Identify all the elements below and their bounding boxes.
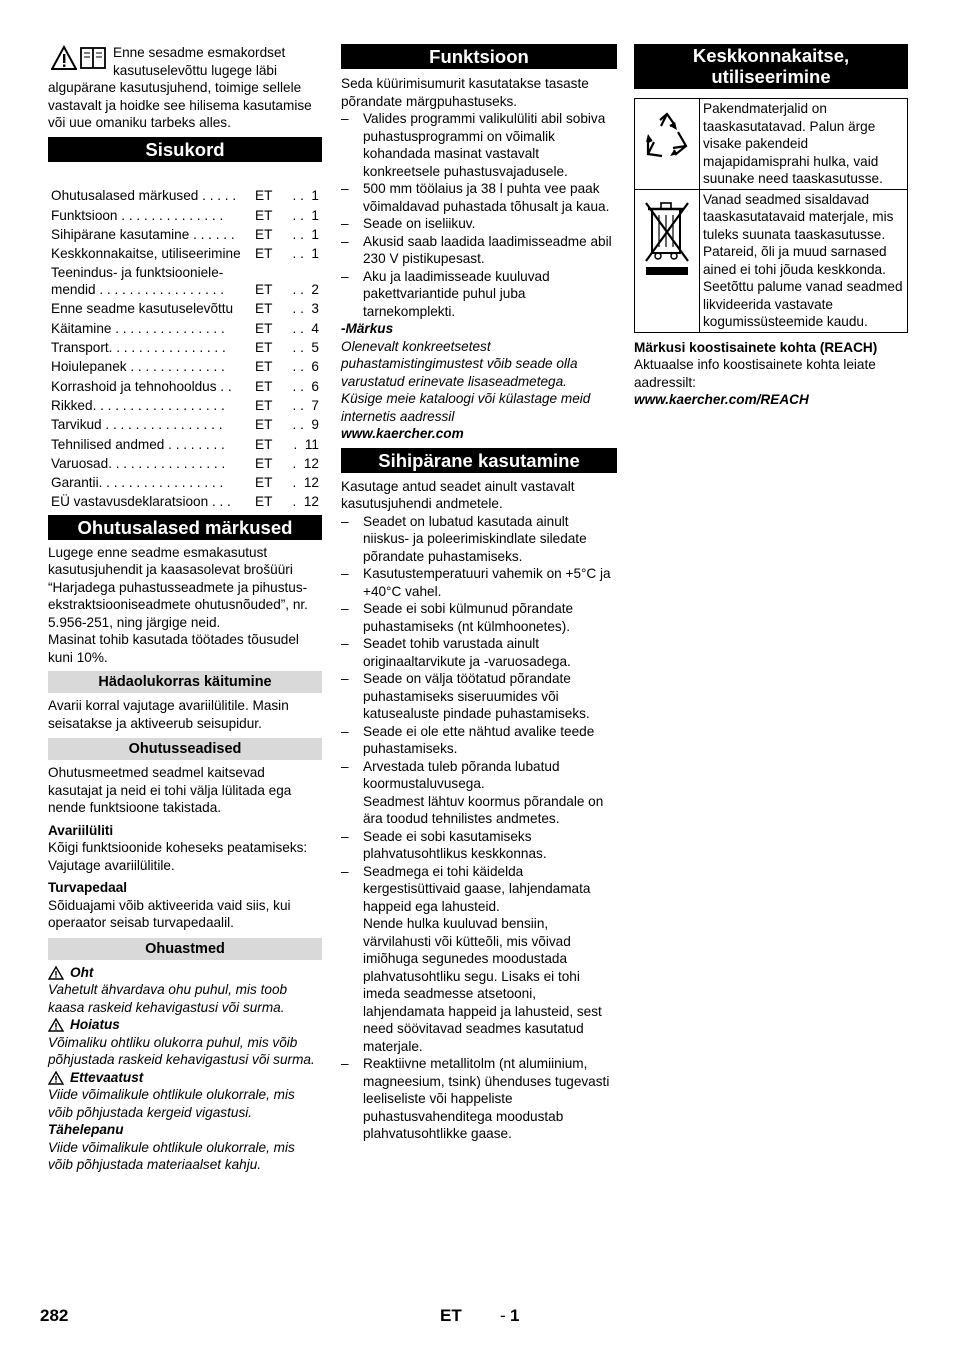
toc-row[interactable] <box>51 395 319 414</box>
toc-entry-language: ET <box>255 320 273 336</box>
toc-entry-language: ET <box>255 417 273 433</box>
toc-entry-page: . . 7 <box>292 397 319 413</box>
safety-pedal-label: Turvapedaal <box>48 880 128 896</box>
footer-language: ET <box>440 1306 462 1325</box>
caution-label: Ettevaatust <box>70 1069 144 1085</box>
list-item: – Seade ei ole ette nähtud avalike teede puhastamiseks. <box>341 723 617 758</box>
reach-paragraph: Aktuaalse info koostisainete kohta leiate aadressilt: <box>634 357 876 390</box>
caution-label-row <box>48 1069 322 1087</box>
toc-entry-language: ET <box>255 301 273 317</box>
function-paragraph: Seda küürimisumurit kasutatakse tasaste põrandate märgpuhastuseks. <box>341 76 589 109</box>
list-item: – Seadet tohib varustada ainult originaaltarvikute ja -varuosadega. <box>341 635 617 670</box>
toc-entry-name <box>51 207 255 225</box>
footer-sub-page: 1 <box>510 1306 520 1325</box>
toc-entry-page: . . 1 <box>292 246 319 262</box>
hazard-levels-heading: Ohuastmed <box>48 938 322 960</box>
toc-row[interactable] <box>51 472 319 491</box>
weee-bin-icon-cell <box>635 189 700 332</box>
toc-entry-title: EÜ vastavusdeklaratsioon <box>51 494 209 510</box>
list-item: – 500 mm töölaius ja 38 l puhta vee paak võimaldavad puhastada tõhusalt ja kaua. <box>341 180 617 215</box>
function-heading: Funktsioon <box>341 44 617 69</box>
reach-heading: Märkusi koostisainete kohta (REACH) <box>634 339 878 355</box>
list-item: – Akusid saab laadida laadimisseadme abil 230 V pistikupesast. <box>341 233 617 268</box>
toc-entry-title: Sihipärane kasutamine <box>51 226 190 242</box>
toc-entry-dots: . . . . . . . . . . . . . . . . . <box>98 475 224 491</box>
toc-entry-language: ET <box>255 359 273 375</box>
list-item-subtext: Nende hulka kuuluvad bensiin, värvilahusti või kütteõli, mis võivad imiõhuga segunedes moodustada plahvatusohtliku segu. Lisaks ei tohi imeda seadmesse atsetooni, lahjendamata happeid ja lahusteid, sest need söövitavad seadmes kasutatud materjale. <box>363 916 602 1054</box>
toc-row[interactable] <box>51 243 319 262</box>
toc-entry-title: Garantii <box>51 475 99 491</box>
toc-entry-page: . 12 <box>292 455 319 471</box>
toc-entry-dots: . . . . . . . . . . . . . . <box>117 207 224 223</box>
toc-entry-language: ET <box>255 378 273 394</box>
toc-entry-title: Käitamine <box>51 320 112 336</box>
toc-entry-name <box>51 455 255 473</box>
toc-entry-language: ET <box>255 226 273 242</box>
list-item: – Seade ei sobi kasutamiseks plahvatusohtlikus keskkonnas. <box>341 828 617 863</box>
intro-block <box>48 44 322 132</box>
list-item: – Valides programmi valikulüliti abil sobiva puhastusprogrammi on võimalik kohandada masinat vastavalt konkreetsele puhastusvajadusele. <box>341 110 617 180</box>
intro-text: Enne sesadme esmakordset kasutuselevõttu lugege läbi algupärane kasutusjuhend, toimige sellele vastavalt ja hoidke see hilisema kasutamise või uue omaniku tarbeks alles. <box>48 45 312 130</box>
toc-entry-page: . . 9 <box>292 417 319 433</box>
toc-entry-title: Varuosad <box>51 455 109 471</box>
warning-triangle-icon <box>48 1018 64 1032</box>
toc-entry-title: Transport <box>51 340 109 356</box>
toc-entry-dots: . . . . . . . . . . . . . . . . <box>108 455 226 471</box>
note-text-1: Olenevalt konkreetsetest puhastamistingimustest võib seade olla varustatud erinevate lisaseadmetega. <box>341 338 578 389</box>
toc-entry-page: . . 3 <box>292 301 319 317</box>
note-url-link[interactable]: www.kaercher.com <box>341 426 464 441</box>
toc-entry-title: Keskkonnakaitse, utiliseerimine <box>51 246 241 262</box>
list-item-text: Arvestada tuleb põranda lubatud koormustaluvusega. <box>363 758 560 791</box>
toc-entry-page: . . 5 <box>292 340 319 356</box>
intro-icons <box>51 44 107 72</box>
notice-label: Tähelepanu <box>48 1122 124 1138</box>
toc-entry-name <box>51 320 255 338</box>
toc-entry-page: . . 6 <box>292 378 319 394</box>
list-item-subtext: Seadmest lähtuv koormus põrandale on ära toodud tehnilistes andmetes. <box>363 793 604 826</box>
list-item <box>341 863 617 1056</box>
toc-entry-language: ET <box>255 436 273 452</box>
reach-url-link[interactable]: www.kaercher.com/REACH <box>634 392 809 407</box>
list-item: – Kasutustemperatuuri vahemik on +5°C ja +40°C vahel. <box>341 565 617 600</box>
list-item: – Reaktiivne metallitolm (nt alumiinium, magneesium, tsink) ühenduses tugevasti leeliseliste või happeliste puhastusvahenditega moodustab plahvatusohtlikke gaase. <box>341 1055 617 1143</box>
toc-entry-page: . . 1 <box>292 188 319 204</box>
toc-entry-name <box>51 416 255 434</box>
toc-row[interactable] <box>51 492 319 511</box>
toc-entry-name <box>51 358 255 376</box>
footer-dash: - <box>500 1306 506 1325</box>
emergency-stop-paragraph: Kõigi funktsioonide koheseks peatamiseks: Vajutage avariilülitile. <box>48 840 308 873</box>
toc-entry-page: . . 1 <box>292 226 319 242</box>
column-middle <box>341 44 617 1143</box>
toc-entry-language: ET <box>255 246 273 262</box>
toc-entry-title: Enne seadme kasutuselevõttu <box>51 301 234 317</box>
toc-entry-dots: . . . . . . . . . . . . . . . . <box>108 340 226 356</box>
toc-entry-dots: . . . <box>208 494 231 510</box>
toc-entry-language: ET <box>255 455 273 471</box>
toc-entry-dots: . . . . . . . . . . . . . <box>126 359 225 375</box>
column-left <box>48 44 322 1174</box>
warning-label: Hoiatus <box>70 1017 120 1033</box>
danger-label-row <box>48 964 322 982</box>
toc-entry-name <box>51 339 255 357</box>
emergency-paragraph: Avarii korral vajutage avariilülitile. Masin seisatakse ja aktiveerub seisupidur. <box>48 698 289 731</box>
intended-use-paragraph: Kasutage antud seadet ainult vastavalt kasutusjuhendi andmetele. <box>341 478 575 511</box>
toc-entry-language: ET <box>255 282 273 298</box>
toc-entry-language: ET <box>255 397 273 413</box>
page-number: 282 <box>40 1306 69 1325</box>
note-label: -Märkus <box>341 321 394 336</box>
toc-entry-page: . 12 <box>292 494 319 510</box>
toc-heading: Sisukord <box>48 137 322 162</box>
safety-paragraph-1: Lugege enne seadme esmakasutust kasutusjuhendit ja kaasasolevat brošüüri “Harjadega puhastusseadmete ja pihustus-ekstraktsiooniseadmete ohutusnõuded”, nr. 5.956-251, ning järgige neid. <box>48 544 308 630</box>
toc-entry-page: . . 1 <box>292 207 319 223</box>
toc-row[interactable] <box>51 453 319 472</box>
toc-entry-name <box>51 264 255 299</box>
intended-use-heading: Sihipärane kasutamine <box>341 448 617 473</box>
toc-entry-title: Korrashoid ja tehnohooldus <box>51 378 217 394</box>
list-item-text: Seadmega ei tohi käidelda kergestisüttivaid gaase, lahjendamata happeid ega lahusteid. <box>363 863 591 914</box>
toc-entry-language: ET <box>255 188 273 204</box>
list-item: – Seade on iseliikuv. <box>341 215 617 233</box>
safety-paragraph-2: Masinat tohib kasutada töötades tõusudel kuni 10%. <box>48 632 299 665</box>
warning-triangle-icon <box>48 966 64 980</box>
list-item: – Seade on välja töötatud põrandate puhastamiseks siseruumides või katusealuste pindade puhastamiseks. <box>341 670 617 723</box>
caution-text: Viide võimalikule ohtlikule olukorrale, mis võib põhjustada kergeid vigastusi. <box>48 1087 295 1120</box>
packaging-recycling-text: Pakendmaterjalid on taaskasutatavad. Palun ärge visake pakendeid majapidamisprahi hulka, vaid suunake need taaskasutusse. <box>700 99 908 190</box>
toc-entry-dots: . . . . . <box>198 188 237 204</box>
warning-text: Võimaliku ohtliku olukorra puhul, mis võib põhjustada raskeid kehavigastusi või surma. <box>48 1034 315 1068</box>
emergency-heading: Hädaolukorras käitumine <box>48 671 322 693</box>
toc-entry-language: ET <box>255 494 273 510</box>
environment-table <box>634 98 908 333</box>
list-item: – Aku ja laadimisseade kuuluvad pakettvariantide puhul juba tarnekomplekti. <box>341 268 617 321</box>
toc-entry-name <box>51 187 255 205</box>
toc-entry-dots: . . . . . . . . <box>164 436 225 452</box>
toc-entry-page: . 11 <box>293 436 319 452</box>
danger-text: Vahetult ähvardava ohu puhul, mis toob kaasa raskeid kehavigastusi või surma. <box>48 982 288 1015</box>
table-row <box>635 99 908 190</box>
toc-entry-page: . . 4 <box>292 320 319 336</box>
recycling-icon <box>640 110 694 164</box>
toc-entry-dots: . . . . . . <box>189 226 235 242</box>
warning-triangle-icon <box>48 1071 64 1085</box>
toc-row[interactable] <box>51 299 319 318</box>
toc-entry-name <box>51 397 255 415</box>
toc-entry-dots: . . <box>216 378 232 394</box>
toc-entry-name <box>51 474 255 492</box>
toc-entry-dots: . . . . . . . . . . . . . . . . . <box>95 282 225 298</box>
toc-entry-name <box>51 245 255 263</box>
table-of-contents <box>51 186 319 511</box>
list-item: – Seade ei sobi külmunud põrandate puhastamiseks (nt külmhoonetes). <box>341 600 617 635</box>
safety-devices-heading: Ohutusseadised <box>48 738 322 760</box>
toc-row[interactable] <box>51 318 319 337</box>
danger-label: Oht <box>70 964 94 980</box>
column-right <box>634 44 908 409</box>
list-item: – Seadet on lubatud kasutada ainult niiskus- ja poleerimiskindlate siledate põrandate puhastamiseks. <box>341 513 617 566</box>
toc-entry-dots: . . . . . . . . . . . . . . . . <box>101 417 223 433</box>
toc-entry-name <box>51 493 255 511</box>
list-item <box>341 758 617 828</box>
environment-heading: Keskkonnakaitse, utiliseerimine <box>634 44 908 89</box>
toc-row[interactable] <box>51 414 319 433</box>
toc-entry-language: ET <box>255 475 273 491</box>
safety-heading: Ohutusalased märkused <box>48 515 322 540</box>
toc-entry-title: Ohutusalased märkused <box>51 188 199 204</box>
toc-entry-page: . . 6 <box>292 359 319 375</box>
toc-row[interactable] <box>51 263 319 299</box>
safety-devices-paragraph: Ohutusmeetmed seadmel kaitsevad kasutajat ja neid ei tohi välja lülitada ega nende funktsioone takistada. <box>48 765 292 816</box>
emergency-stop-label: Avariilüliti <box>48 822 114 838</box>
note-text-2: Küsige meie kataloogi või külastage meid internetis aadressil <box>341 391 591 424</box>
toc-entry-title: Tehnilised andmed <box>51 436 165 452</box>
warning-label-row <box>48 1016 322 1034</box>
toc-entry-title: Rikked <box>51 397 93 413</box>
toc-entry-name <box>51 300 255 318</box>
toc-entry-name <box>51 436 255 454</box>
toc-entry-title: Funktsioon <box>51 207 118 223</box>
toc-row[interactable] <box>51 224 319 243</box>
manual-book-icon <box>79 45 107 71</box>
toc-entry-language: ET <box>255 207 273 223</box>
table-row <box>635 189 908 332</box>
toc-row[interactable] <box>51 376 319 395</box>
toc-row[interactable] <box>51 186 319 205</box>
toc-row[interactable] <box>51 434 319 453</box>
toc-row[interactable] <box>51 205 319 224</box>
toc-row[interactable] <box>51 337 319 356</box>
warning-triangle-icon <box>51 45 77 71</box>
notice-text: Viide võimalikule ohtlikule olukorrale, mis võib põhjustada materiaalset kahju. <box>48 1139 295 1173</box>
toc-entry-title: Tarvikud <box>51 417 102 433</box>
toc-entry-language: ET <box>255 340 273 356</box>
toc-entry-name <box>51 226 255 244</box>
toc-entry-page: . . 2 <box>292 282 319 298</box>
crossed-bin-icon <box>642 197 692 277</box>
toc-row[interactable] <box>51 357 319 376</box>
safety-pedal-paragraph: Sõiduajami võib aktiveerida vaid siis, kui operaator seisab turvapedaalil. <box>48 897 291 931</box>
recycling-icon-cell <box>635 99 700 190</box>
intended-use-list <box>341 513 617 1143</box>
old-devices-disposal-text: Vanad seadmed sisaldavad taaskasutatavaid materjale, mis tuleks suunata taaskasutusse. Patareid, õli ja muud sarnased ained ei tohi jõuda keskkonda. Seetõttu palume vanad seadmed likvideerida vastavate kogumissüsteemide kaudu. <box>700 189 908 332</box>
toc-entry-page: . 12 <box>292 475 319 491</box>
toc-entry-title: Hoiulepanek <box>51 359 127 375</box>
toc-entry-name <box>51 378 255 396</box>
toc-entry-dots: . . . . . . . . . . . . . . . <box>111 320 225 336</box>
toc-entry-dots: . . . . . . . . . . . . . . . . . . <box>92 397 225 413</box>
function-list <box>341 110 617 320</box>
toc-entry-title: Teenindus- ja funktsiooniele-mendid <box>51 264 224 298</box>
